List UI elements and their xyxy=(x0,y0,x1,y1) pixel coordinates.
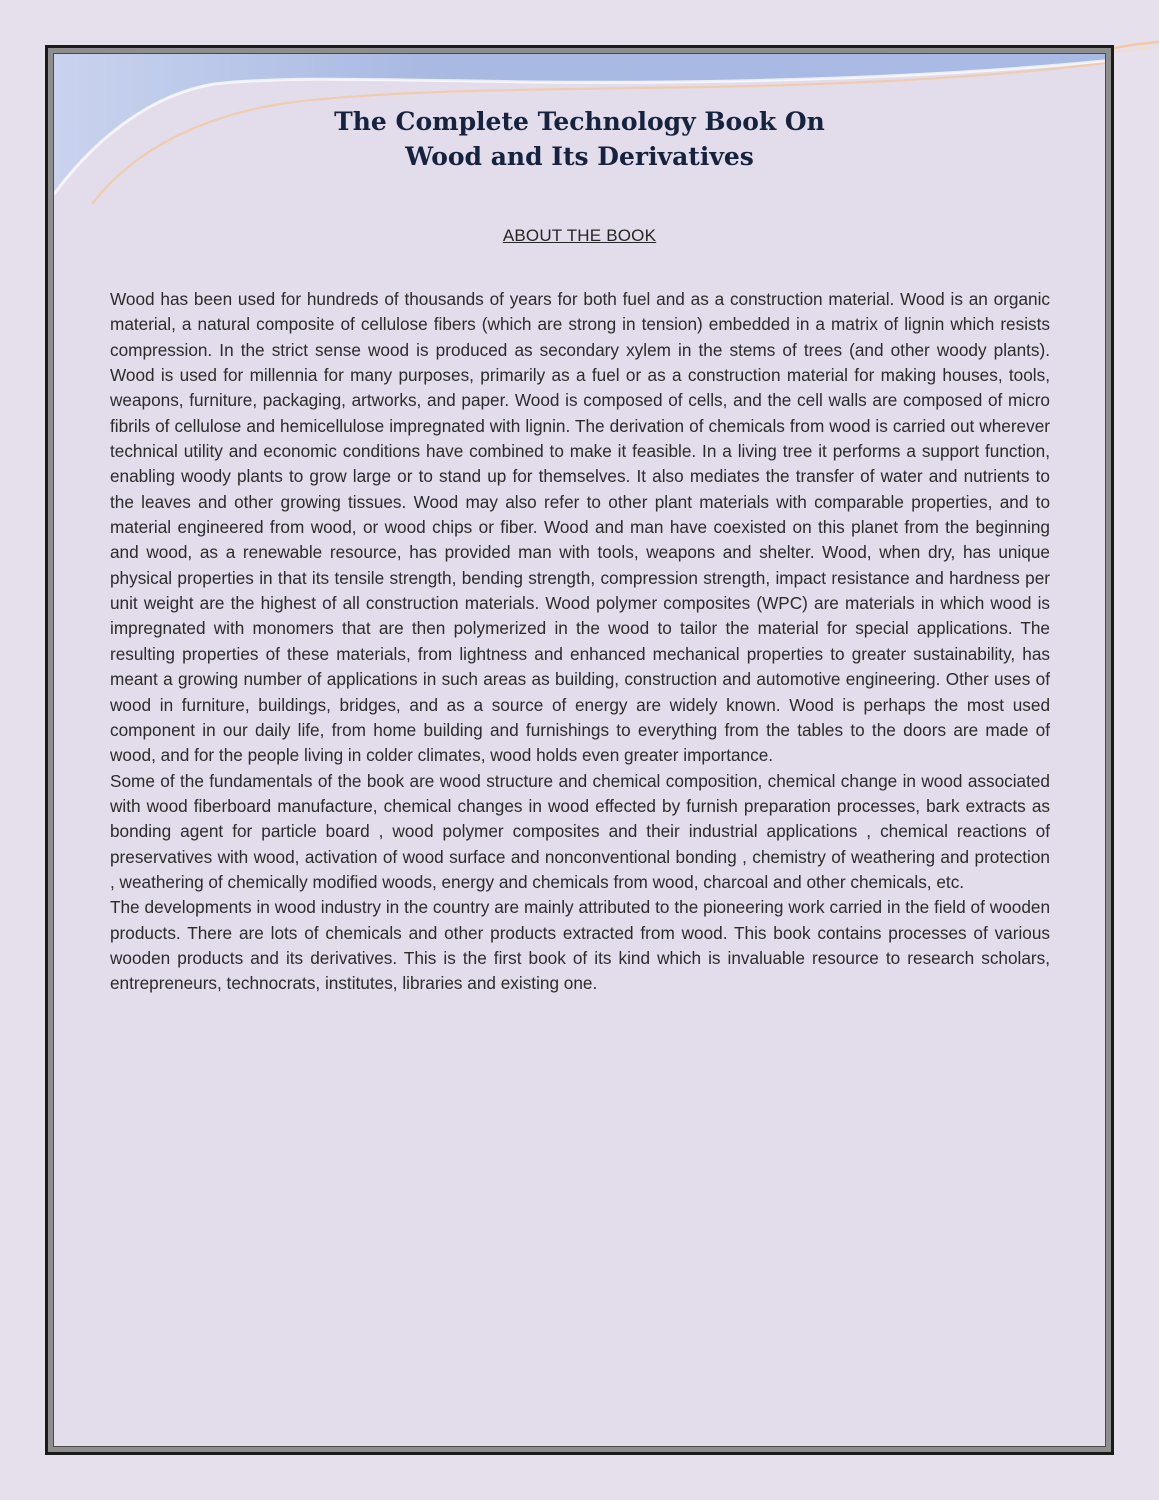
book-title-line-1: The Complete Technology Book On xyxy=(334,107,825,136)
about-text xyxy=(110,287,1050,997)
about-heading: ABOUT THE BOOK xyxy=(502,226,657,245)
book-title-line-2: Wood and Its Derivatives xyxy=(405,142,754,171)
content-panel xyxy=(53,53,1106,1447)
about-paragraph-3: The developments in wood industry in the country are mainly attributed to the pioneering work carried in the field of wooden products. There are lots of chemicals and other products extracted from wood. This book contains processes of various wooden products and its derivatives. This is the first book of its kind which is invaluable resource to research scholars, entrepreneurs, technocrats, institutes, libraries and existing one. xyxy=(110,897,1050,994)
book-title xyxy=(54,104,1105,174)
about-paragraph-1: Wood has been used for hundreds of thousands of years for both fuel and as a construction material. Wood is an organic material, a natural composite of cellulose fibers (which are strong in tension) embedded in a matrix of lignin which resists compression. In the strict sense wood is produced as secondary xylem in the stems of trees (and other woody plants). Wood is used for millennia for many purposes, primarily as a fuel or as a construction material for making houses, tools, weapons, furniture, packaging, artworks, and paper. Wood is composed of cells, and the cell walls are composed of micro fibrils of cellulose and hemicellulose impregnated with lignin. The derivation of chemicals from wood is carried out wherever technical utility and economic conditions have combined to make it feasible. In a living tree it performs a support function, enabling woody plants to grow large or to stand up for themselves. It also mediates the transfer of water and nutrients to the leaves and other growing tissues. Wood may also refer to other plant materials with comparable properties, and to material engineered from wood, or wood chips or fiber. Wood and man have coexisted on this planet from the beginning and wood, as a renewable resource, has provided man with tools, weapons and shelter. Wood, when dry, has unique physical properties in that its tensile strength, bending strength, compression strength, impact resistance and hardness per unit weight are the highest of all construction materials. Wood polymer composites (WPC) are materials in which wood is impregnated with monomers that are then polymerized in the wood to tailor the material for special applications. The resulting properties of these materials, from lightness and enhanced mechanical properties to greater sustainability, has meant a growing number of applications in such areas as building, construction and automotive engineering. Other uses of wood in furniture, buildings, bridges, and as a source of energy are widely known. Wood is perhaps the most used component in our daily life, from home building and furnishings to everything from the tables to the doors are made of wood, and for the people living in colder climates, wood holds even greater importance. xyxy=(110,289,1050,766)
about-paragraph-2: Some of the fundamentals of the book are wood structure and chemical composition, chemical change in wood associated with wood fiberboard manufacture, chemical changes in wood effected by furnish preparation processes, bark extracts as bonding agent for particle board , wood polymer composites and their industrial applications , chemical reactions of preservatives with wood, activation of wood surface and nonconventional bonding , chemistry of weathering and protection , weathering of chemically modified woods, energy and chemicals from wood, charcoal and other chemicals, etc. xyxy=(110,770,1050,892)
page-frame xyxy=(45,45,1114,1455)
